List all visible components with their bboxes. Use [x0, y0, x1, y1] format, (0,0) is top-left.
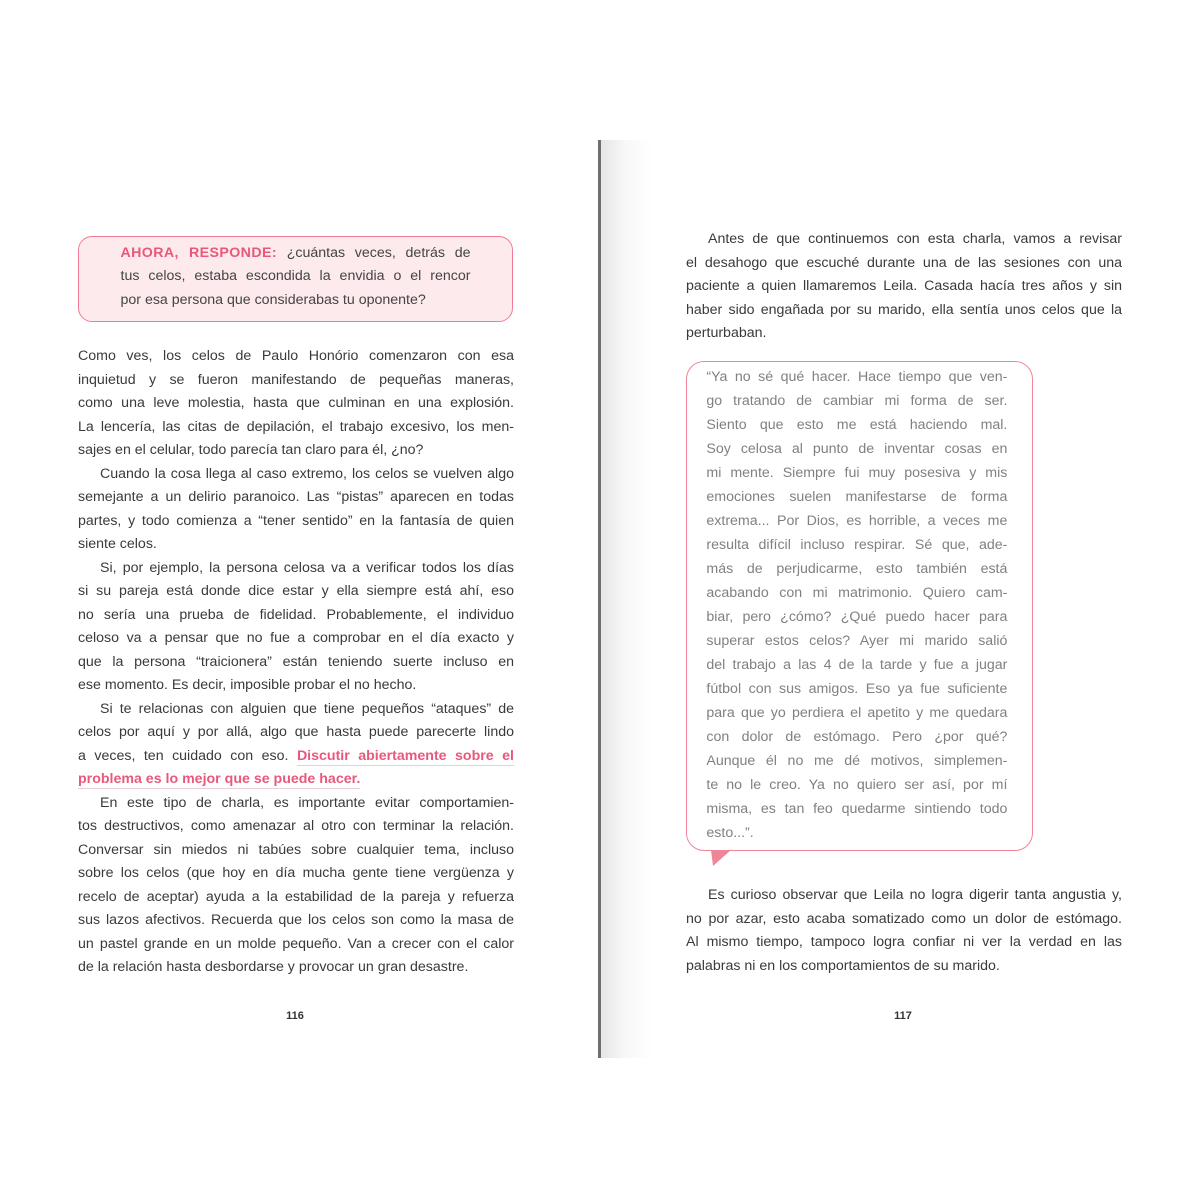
text-line: de la relación hasta desbordarse y provocar un gran desastre. — [78, 959, 469, 975]
text-line: celoso va a pensar que no fue a comprobar en el día exacto y — [78, 630, 514, 646]
text-line: fútbol con sus amigos. Eso ya fue suficiente — [706, 681, 1008, 698]
text-line: sajes en el celular, todo parecía tan claro para él, ¿no? — [78, 442, 424, 458]
callout-label: AHORA, RESPONDE: — [120, 244, 277, 261]
text-line: no por azar, esto acaba somatizado como un dolor de estómago. — [686, 910, 1122, 927]
text-line: Aunque él no me dé motivos, simplemen- — [706, 753, 1008, 770]
text-line: por esa persona que considerabas tu oponente? — [120, 291, 426, 308]
highlighted-text: problema es lo mejor que se puede hacer. — [78, 771, 361, 787]
text-segment: ¿cuántas veces, detrás de — [286, 244, 471, 261]
text-line: Conversar sin miedos ni tabúes sobre cualquier tema, incluso — [78, 841, 514, 858]
text-line: Cuando la cosa llega al caso extremo, los celos se vuelven algo — [100, 465, 514, 482]
text-line: para que yo perdiera el apetito y me quedara — [706, 705, 1008, 722]
text-line: si su pareja está donde dice estar y ella siempre está ahí, eso — [78, 583, 514, 599]
text-line: mi mente. Siempre fui muy posesiva y mis — [706, 465, 1008, 482]
text-line: el desahogo que escuché durante una de las sesiones con una — [686, 254, 1122, 271]
text-line: extrema... Por Dios, es horrible, a veces me — [706, 513, 1008, 530]
right-page — [601, 0, 1200, 1200]
text-line: más de perjudicarme, esto también está — [706, 561, 1008, 578]
text-line: esto...”. — [706, 825, 754, 842]
text-line: palabras ni en los comportamientos de su marido. — [686, 957, 1000, 974]
text-line: Soy celosa al punto de inventar cosas en — [706, 441, 1008, 458]
text-line: paciente a quien llamaremos Leila. Casada hacía tres años y sin — [686, 278, 1122, 294]
text-line: inquietud y se fueron manifestando de pequeñas maneras, — [78, 371, 514, 388]
text-line: resulta difícil incluso respirar. Sé que, ade- — [706, 537, 1008, 554]
text-line: misma, es tan feo quedarme sintiendo todo — [706, 801, 1008, 818]
text-line: semejante a un delirio paranoico. Las “pistas” aparecen en todas — [78, 489, 514, 505]
right-page-intro — [686, 228, 1122, 346]
text-line: Antes de que continuemos con esta charla, vamos a revisar — [708, 231, 1122, 247]
text-line: un pastel grande en un molde pequeño. Van a crecer con el calor — [78, 935, 514, 952]
text-line: no sería una prueba de fidelidad. Probablemente, el individuo — [78, 606, 514, 623]
left-page — [0, 0, 598, 1200]
paragraph — [78, 792, 514, 980]
text-line: Es curioso observar que Leila no logra digerir tanta angustia y, — [708, 887, 1122, 903]
text-line: Si, por ejemplo, la persona celosa va a verificar todos los días — [100, 559, 514, 576]
text-line: sus lazos afectivos. Recuerda que los celos son como la masa de — [78, 912, 514, 928]
text-line: Al mismo tiempo, tampoco logra confiar ni ver la verdad en las — [686, 934, 1122, 951]
text-line: recelo de aceptar) ayuda a la estabilidad de la pareja y refuerza — [78, 888, 514, 905]
text-line: “Ya no sé qué hacer. Hace tiempo que ven- — [706, 369, 1008, 386]
paragraph — [78, 557, 514, 698]
text-line: ese momento. Es decir, imposible probar el no hecho. — [78, 677, 417, 693]
text-line: acabando con mi matrimonio. Quiero cam- — [706, 585, 1008, 602]
text-line: Si te relacionas con alguien que tiene pequeños “ataques” de — [100, 700, 514, 717]
text-line — [121, 242, 471, 266]
left-page-body — [78, 345, 514, 980]
text-line: que la persona “traicionera” están teniendo suerte incluso en — [78, 653, 514, 670]
page-number: 117 — [894, 1010, 912, 1022]
text-line: tos destructivos, como amenazar al otro con terminar la relación. — [78, 818, 514, 834]
quote-speech-bubble — [686, 361, 1033, 851]
text-line: celos por aquí y por allá, algo que hasta puede parecerte lindo — [78, 724, 514, 740]
quote-text — [706, 365, 1007, 845]
text-line: superar estos celos? Ayer mi marido salió — [706, 633, 1008, 650]
text-line: te no le creo. Ya no quiero ser así, por mí — [706, 777, 1008, 794]
text-line: del trabajo a las 4 de la tarde y fue a jugar — [706, 657, 1008, 674]
paragraph — [686, 228, 1122, 346]
text-line: perturbaban. — [686, 325, 767, 341]
page-number: 116 — [286, 1010, 304, 1022]
text-line — [78, 745, 514, 769]
text-line: Como ves, los celos de Paulo Honório comenzaron con esa — [78, 348, 514, 364]
right-page-outro — [686, 884, 1122, 978]
callout-text — [121, 242, 471, 313]
text-line — [78, 768, 514, 792]
text-line: Siento que esto me está haciendo mal. — [706, 417, 1008, 434]
highlighted-text: Discutir abiertamente sobre el — [296, 747, 514, 764]
paragraph — [78, 345, 514, 463]
text-line: go tratando de cambiar mi forma de ser. — [706, 393, 1008, 410]
text-line: como una leve molestia, hasta que culminan en una explosión. — [78, 395, 514, 411]
text-line: tus celos, estaba escondida la envidia o el rencor — [120, 268, 471, 284]
text-line: La lencería, las citas de depilación, el trabajo excesivo, los men- — [78, 418, 514, 435]
text-line: sobre los celos (que hoy en día mucha gente tiene vergüenza y — [78, 865, 514, 881]
text-segment: a veces, ten cuidado con eso. — [78, 747, 289, 764]
paragraph — [78, 698, 514, 792]
text-line: biar, pero ¿cómo? ¿Qué puedo hacer para — [706, 609, 1008, 626]
text-line: partes, y todo comienza a “tener sentido” en la fantasía de quien — [78, 512, 514, 529]
text-line: siente celos. — [78, 536, 157, 552]
text-line: emociones suelen manifestarse de forma — [706, 489, 1008, 506]
text-line: haber sido engañada por su marido, ella sentía unos celos que la — [686, 301, 1122, 318]
callout-box — [78, 236, 513, 322]
paragraph — [686, 884, 1122, 978]
text-line: En este tipo de charla, es importante evitar comportamien- — [100, 794, 514, 811]
paragraph — [78, 463, 514, 557]
speech-bubble-tail — [710, 849, 732, 867]
text-line: con dolor de estómago. Pero ¿por qué? — [706, 729, 1008, 746]
